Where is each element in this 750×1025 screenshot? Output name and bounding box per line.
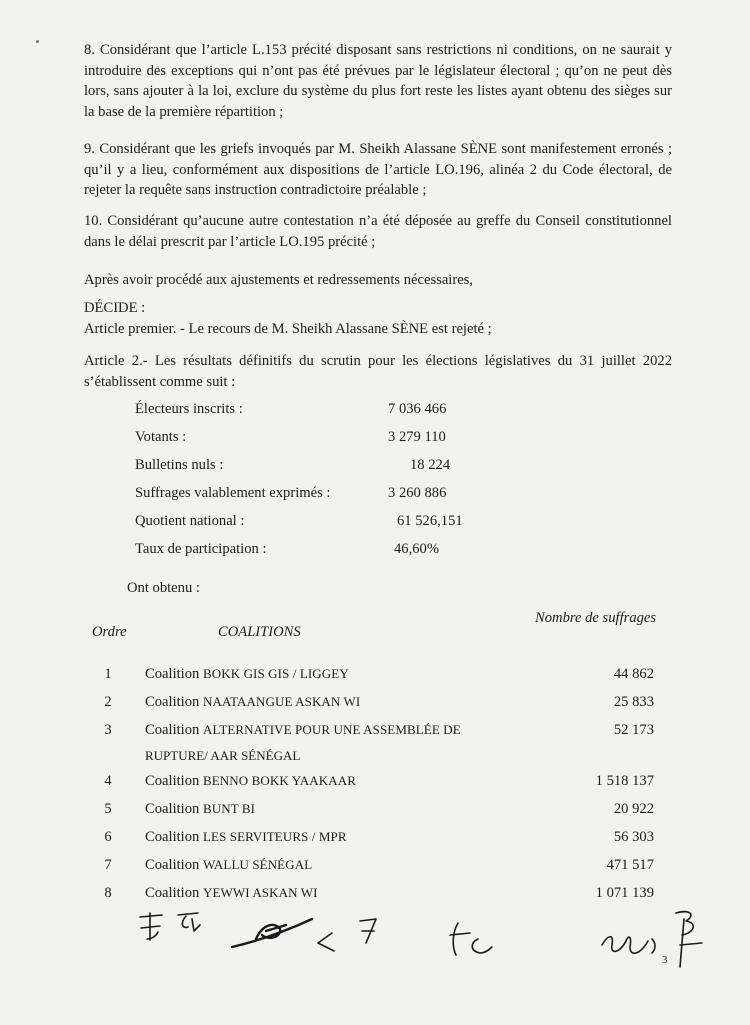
scan-speck — [36, 40, 39, 43]
coalition-name: NAATAANGUE ASKAN WI — [202, 694, 361, 709]
coalition-name: BENNO BOKK YAAKAAR — [202, 773, 356, 788]
coalition-prefix: Coalition — [145, 801, 200, 817]
row-number: 3 — [104, 722, 112, 738]
row-coalition-name — [145, 694, 360, 711]
coalition-prefix: Coalition — [145, 666, 200, 682]
stat-label: Électeurs inscrits : — [135, 401, 243, 417]
initials-3 — [450, 923, 492, 955]
row-votes: 25 833 — [613, 694, 654, 710]
row-coalition-name — [145, 857, 312, 874]
coalition-name: WALLU SÉNÉGAL — [202, 857, 313, 872]
coalition-prefix: Coalition — [145, 857, 200, 873]
initials-1 — [140, 913, 200, 940]
row-votes: 44 862 — [613, 666, 654, 682]
paragraph-9: 9. Considérant que les griefs invoqués par M. Sheikh Alassane SÈNE sont manifestement erronés ; qu’il y a lieu, conformément aux dispositions de l’article LO.196, alinéa 2 du Code électoral, de rejeter la requête sans instruction contradictoire préalable ; — [84, 141, 672, 198]
row-votes: 20 922 — [613, 801, 654, 817]
paragraph-10: 10. Considérant qu’aucune autre contestation n’a été déposée au greffe du Conseil constitutionnel dans le délai prescrit par l’article LO.195 précité ; — [84, 213, 672, 250]
signature-2 — [232, 919, 376, 951]
row-coalition-name — [145, 773, 356, 790]
apres-avoir-line: Après avoir procédé aux ajustements et redressements nécessaires, — [84, 272, 474, 288]
coalition-prefix: Coalition — [145, 885, 200, 901]
row-number: 2 — [104, 694, 112, 710]
signatures — [0, 895, 750, 985]
row-number: 1 — [104, 666, 112, 682]
stat-value: 18 224 — [410, 457, 451, 473]
coalition-name: BOKK GIS GIS / LIGGEY — [202, 666, 349, 681]
stat-label: Taux de participation : — [135, 541, 267, 557]
row-number: 6 — [104, 829, 112, 845]
coalition-prefix: Coalition — [145, 722, 200, 738]
row-votes: 1 071 139 — [595, 885, 654, 901]
coalition-prefix: Coalition — [145, 829, 200, 845]
row-number: 8 — [104, 885, 112, 901]
coalition-prefix: Coalition — [145, 694, 200, 710]
row-coalition-name — [145, 829, 347, 846]
row-votes: 1 518 137 — [595, 773, 654, 789]
row-votes: 471 517 — [606, 857, 654, 873]
stat-label: Suffrages valablement exprimés : — [135, 485, 331, 501]
header-coalitions: COALITIONS — [218, 624, 301, 640]
signature-4 — [602, 912, 702, 967]
row-votes: 52 173 — [613, 722, 654, 738]
coalition-name: BUNT BI — [202, 801, 256, 816]
stat-value: 46,60% — [394, 541, 439, 557]
row-coalition-name — [145, 722, 461, 739]
header-suffrages: Nombre de suffrages — [535, 610, 657, 626]
stat-label: Votants : — [135, 429, 187, 445]
coalition-name: YEWWI ASKAN WI — [202, 885, 318, 900]
paragraph-8: 8. Considérant que l’article L.153 précité disposant sans restrictions ni conditions, on ne saurait y introduire des exceptions qui n’ont pas été prévues par le législateur électoral ; qu’on ne peut dès lors, sans ajouter à la loi, exclure du système du plus fort reste les listes ayant obtenu des sièges sur la base de la première répartition ; — [84, 42, 672, 120]
stat-label: Bulletins nuls : — [135, 457, 224, 473]
article-premier: Article premier. - Le recours de M. Sheikh Alassane SÈNE est rejeté ; — [84, 321, 492, 337]
row-number: 7 — [104, 857, 112, 873]
decide-heading: DÉCIDE : — [84, 300, 146, 316]
stat-value: 3 260 886 — [388, 485, 447, 501]
ont-obtenu-line: Ont obtenu : — [127, 580, 200, 596]
coalition-name: LES SERVITEURS / MPR — [202, 829, 347, 844]
row-votes: 56 303 — [613, 829, 654, 845]
row-coalition-name — [145, 666, 349, 683]
stat-value: 7 036 466 — [388, 401, 447, 417]
stat-value: 61 526,151 — [397, 513, 463, 529]
coalition-prefix: Coalition — [145, 773, 200, 789]
stat-label: Quotient national : — [135, 513, 245, 529]
page-number: 3 — [662, 954, 668, 966]
row-number: 5 — [104, 801, 112, 817]
stat-value: 3 279 110 — [388, 429, 446, 445]
row-coalition-name — [145, 801, 255, 818]
article-2: Article 2.- Les résultats définitifs du scrutin pour les élections législatives du 31 juillet 2022 s’établissent comme suit : — [84, 353, 672, 390]
coalition-name-continued: RUPTURE/ AAR SÉNÉGAL — [145, 748, 301, 763]
coalition-name: ALTERNATIVE POUR UNE ASSEMBLÉE DE — [202, 722, 461, 737]
row-number: 4 — [104, 773, 112, 789]
header-ordre: Ordre — [92, 624, 127, 640]
